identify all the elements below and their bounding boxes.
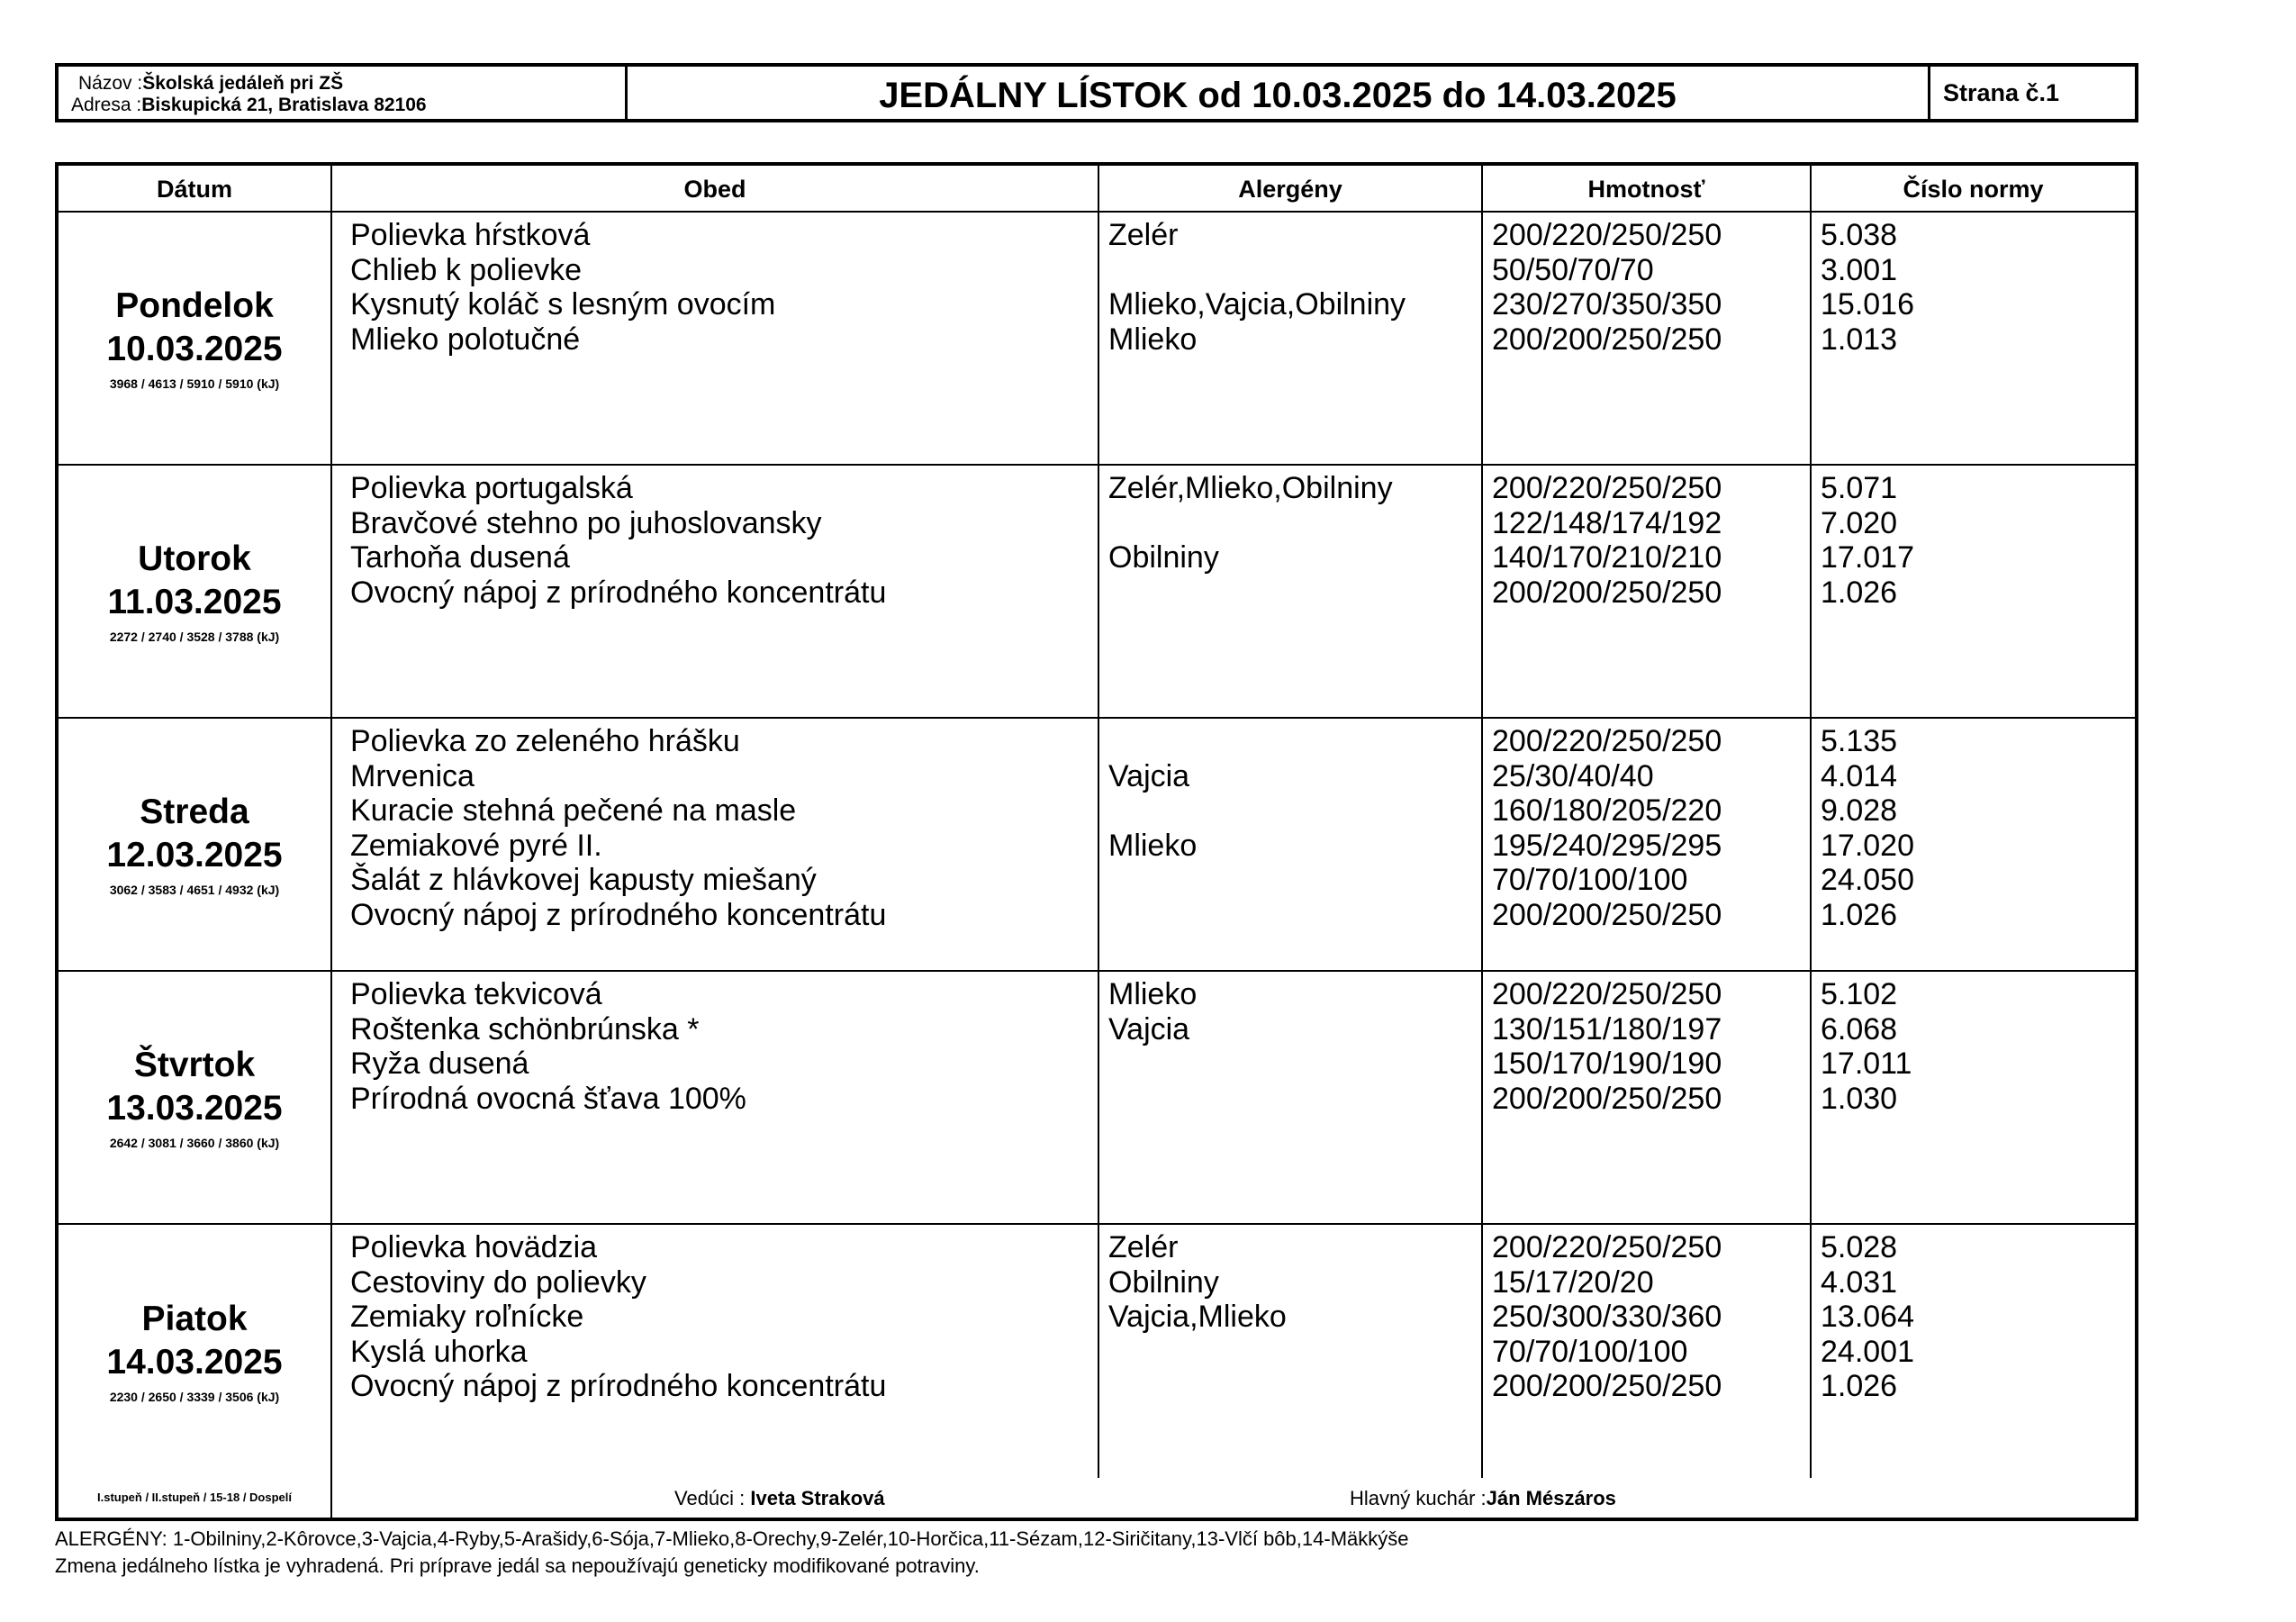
- day-energy: 2642 / 3081 / 3660 / 3860 (kJ): [109, 1135, 280, 1150]
- norm-item: 5.071: [1821, 471, 1898, 505]
- school-name: Školská jedáleň pri ZŠ: [142, 73, 344, 94]
- norm-item: 5.135: [1821, 724, 1898, 758]
- school-info: [59, 67, 628, 119]
- norm-item: 4.014: [1821, 758, 1898, 793]
- weight-item: 200/220/250/250: [1492, 977, 1722, 1011]
- meal-item: Ovocný nápoj z prírodného koncentrátu: [350, 575, 887, 610]
- day-date: 14.03.2025: [106, 1342, 283, 1382]
- day-name: Pondelok: [115, 285, 274, 325]
- allergen-item: Obilniny: [1108, 540, 1219, 575]
- norms-cell: [1812, 719, 2135, 970]
- meal-item: Cestoviny do polievky: [350, 1264, 646, 1300]
- chef-label: Hlavný kuchár :: [1350, 1487, 1487, 1509]
- weight-item: 160/180/205/220: [1492, 793, 1722, 828]
- menu-header: [55, 63, 2138, 122]
- meal-item: Zemiakové pyré II.: [350, 828, 602, 863]
- weight-item: 122/148/174/192: [1492, 505, 1722, 540]
- manager-signature: [674, 1487, 885, 1510]
- weights-cell: [1483, 972, 1812, 1223]
- norm-item: 24.050: [1821, 863, 1914, 897]
- weight-item: 250/300/330/360: [1492, 1300, 1722, 1334]
- column-header-norm: Číslo normy: [1903, 176, 2044, 203]
- school-name-label: Názov :: [78, 73, 143, 94]
- day-energy: 2230 / 2650 / 3339 / 3506 (kJ): [109, 1389, 280, 1404]
- day-energy: 3062 / 3583 / 4651 / 4932 (kJ): [109, 882, 280, 897]
- weight-item: 50/50/70/70: [1492, 252, 1654, 287]
- meal-item: Ovocný nápoj z prírodného koncentrátu: [350, 897, 887, 932]
- day-name: Štvrtok: [133, 1045, 256, 1084]
- meal-item: Roštenka schönbrúnska *: [350, 1011, 700, 1047]
- day-row: [59, 466, 2135, 719]
- meal-item: Ovocný nápoj z prírodného koncentrátu: [350, 1369, 887, 1403]
- school-address-label: Adresa :: [71, 95, 142, 115]
- allergen-item: [1108, 863, 1481, 898]
- day-row: [59, 213, 2135, 466]
- norm-item: 1.026: [1821, 1369, 1898, 1403]
- meal-item: Šalát z hlávkovej kapusty miešaný: [350, 863, 817, 897]
- meals-cell: [332, 719, 1099, 970]
- allergen-item: Vajcia,Mlieko: [1108, 1300, 1287, 1334]
- norm-item: 4.031: [1821, 1264, 1898, 1300]
- allergen-item: [1108, 1082, 1481, 1117]
- norm-item: 5.028: [1821, 1230, 1898, 1264]
- chef-signature: [1350, 1487, 1616, 1510]
- norm-item: 24.001: [1821, 1334, 1914, 1369]
- meal-item: Tarhoňa dusená: [350, 540, 570, 575]
- weight-item: 195/240/295/295: [1492, 828, 1722, 863]
- norm-item: 9.028: [1821, 793, 1898, 828]
- column-header-date: Dátum: [59, 166, 332, 211]
- allergens-cell: [1099, 1225, 1483, 1478]
- allergen-item: Zelér: [1108, 218, 1179, 252]
- day-row: [59, 972, 2135, 1225]
- day-date: 13.03.2025: [106, 1088, 283, 1128]
- meal-item: Mrvenica: [350, 758, 475, 793]
- menu-table: [55, 162, 2138, 1521]
- meals-cell: [332, 1225, 1099, 1478]
- day-date: 10.03.2025: [106, 329, 283, 368]
- allergen-item: [1108, 793, 1481, 829]
- weights-cell: [1483, 466, 1812, 717]
- weight-item: 200/220/250/250: [1492, 1230, 1722, 1264]
- norm-item: 13.064: [1821, 1300, 1914, 1334]
- table-footer-row: [59, 1478, 2135, 1518]
- weight-item: 150/170/190/190: [1492, 1047, 1722, 1081]
- manager-label: Vedúci :: [674, 1487, 746, 1509]
- allergen-item: Obilniny: [1108, 1264, 1219, 1300]
- allergens-cell: [1099, 213, 1483, 464]
- meal-item: Ryža dusená: [350, 1047, 529, 1081]
- day-cell: [59, 1225, 332, 1478]
- norm-item: 1.013: [1821, 322, 1898, 357]
- meals-cell: [332, 972, 1099, 1223]
- meals-cell: [332, 466, 1099, 717]
- meal-item: Polievka tekvicová: [350, 977, 602, 1011]
- meal-item: Prírodná ovocná šťava 100%: [350, 1081, 746, 1116]
- weight-item: 15/17/20/20: [1492, 1264, 1654, 1300]
- allergen-item: Vajcia: [1108, 1011, 1190, 1047]
- meal-item: Zemiaky roľnícke: [350, 1300, 584, 1334]
- day-date: 12.03.2025: [106, 835, 283, 874]
- allergen-item: Mlieko,Vajcia,Obilniny: [1108, 287, 1406, 322]
- weight-item: 200/200/250/250: [1492, 1369, 1722, 1403]
- allergens-cell: [1099, 719, 1483, 970]
- menu-title: JEDÁLNY LÍSTOK od 10.03.2025 do 14.03.2025: [628, 67, 1930, 119]
- meal-item: Chlieb k polievke: [350, 252, 583, 287]
- allergen-legend: ALERGÉNY: 1-Obilniny,2-Kôrovce,3-Vajcia,4-Ryby,5-Arašidy,6-Sója,7-Mlieko,8-Orechy,9-Zelér,10-Horčica,11-Sézam,12-Siričitany,13-Vlčí bôb,14-Mäkkýše: [55, 1527, 1409, 1550]
- weights-cell: [1483, 213, 1812, 464]
- norm-item: 17.011: [1821, 1047, 1912, 1081]
- norm-item: 1.026: [1821, 575, 1898, 610]
- day-cell: [59, 213, 332, 464]
- day-name: Piatok: [141, 1299, 248, 1338]
- column-header-allergens: Alergény: [1099, 166, 1483, 211]
- meal-item: Mlieko polotučné: [350, 322, 581, 357]
- norms-cell: [1812, 972, 2135, 1223]
- day-energy: 3968 / 4613 / 5910 / 5910 (kJ): [109, 376, 280, 391]
- norm-item: 15.016: [1821, 287, 1914, 322]
- allergen-item: Mlieko: [1108, 977, 1198, 1011]
- day-cell: [59, 466, 332, 717]
- weight-item: 140/170/210/210: [1492, 540, 1722, 575]
- weights-cell: [1483, 1225, 1812, 1478]
- allergen-item: [1108, 1047, 1481, 1082]
- allergen-item: [1108, 1335, 1481, 1370]
- meal-item: Kysnutý koláč s lesným ovocím: [350, 287, 776, 322]
- weight-item: 25/30/40/40: [1492, 758, 1654, 793]
- meal-item: Bravčové stehno po juhoslovansky: [350, 505, 822, 540]
- allergens-cell: [1099, 466, 1483, 717]
- page-number: Strana č.1: [1943, 79, 2060, 106]
- weight-item: 200/200/250/250: [1492, 1081, 1722, 1116]
- allergen-item: [1108, 724, 1481, 759]
- column-header-meal: Obed: [332, 166, 1099, 211]
- manager-name: Iveta Straková: [750, 1487, 885, 1509]
- day-row: [59, 1225, 2135, 1478]
- weight-item: 200/200/250/250: [1492, 322, 1722, 357]
- allergen-item: [1108, 898, 1481, 933]
- table-header-row: [59, 166, 2135, 213]
- notes: [55, 1526, 1409, 1580]
- meal-item: Kyslá uhorka: [350, 1334, 528, 1369]
- school-address: Biskupická 21, Bratislava 82106: [141, 95, 427, 115]
- norm-item: 3.001: [1821, 252, 1898, 287]
- weight-item: 70/70/100/100: [1492, 1334, 1688, 1369]
- weight-item: 200/200/250/250: [1492, 575, 1722, 610]
- chef-name: Ján Mészáros: [1486, 1487, 1616, 1509]
- meal-item: Kuracie stehná pečené na masle: [350, 793, 797, 828]
- meals-cell: [332, 213, 1099, 464]
- meal-item: Polievka hovädzia: [350, 1230, 598, 1264]
- weight-item: 70/70/100/100: [1492, 863, 1688, 897]
- norms-cell: [1812, 466, 2135, 717]
- school-name-line: [71, 74, 343, 94]
- norm-item: 5.038: [1821, 218, 1898, 252]
- allergen-item: Mlieko: [1108, 322, 1198, 357]
- norm-item: 1.026: [1821, 897, 1898, 932]
- day-row: [59, 719, 2135, 972]
- day-cell: [59, 719, 332, 970]
- weight-item: 200/220/250/250: [1492, 724, 1722, 758]
- norm-item: 1.030: [1821, 1081, 1898, 1116]
- weight-item: 200/220/250/250: [1492, 471, 1722, 505]
- allergens-cell: [1099, 972, 1483, 1223]
- norm-item: 17.020: [1821, 828, 1914, 863]
- weight-item: 200/200/250/250: [1492, 897, 1722, 932]
- weight-item: 200/220/250/250: [1492, 218, 1722, 252]
- signatures: [332, 1478, 2135, 1518]
- allergen-item: [1108, 506, 1481, 541]
- column-header-weight: Hmotnosť: [1483, 166, 1812, 211]
- allergen-item: Vajcia: [1108, 758, 1190, 793]
- weight-item: 130/151/180/197: [1492, 1011, 1722, 1047]
- norm-item: 5.102: [1821, 977, 1898, 1011]
- school-address-line: [71, 95, 427, 115]
- meal-item: Polievka zo zeleného hrášku: [350, 724, 740, 758]
- meal-item: Polievka hŕstková: [350, 218, 591, 252]
- allergen-item: Mlieko: [1108, 828, 1198, 863]
- weight-item: 230/270/350/350: [1492, 287, 1722, 322]
- allergen-item: Zelér,Mlieko,Obilniny: [1108, 471, 1393, 505]
- disclaimer: Zmena jedálneho lístka je vyhradená. Pri príprave jedál sa nepoužívajú geneticky modifikované potraviny.: [55, 1554, 980, 1577]
- portion-groups: I.stupeň / II.stupeň / 15-18 / Dospelí: [59, 1478, 332, 1518]
- day-cell: [59, 972, 332, 1223]
- meal-item: Polievka portugalská: [350, 471, 633, 505]
- allergen-item: [1108, 575, 1481, 611]
- norm-item: 6.068: [1821, 1011, 1898, 1047]
- norm-item: 17.017: [1821, 540, 1914, 575]
- norm-item: 7.020: [1821, 505, 1898, 540]
- norms-cell: [1812, 1225, 2135, 1478]
- day-name: Streda: [140, 792, 249, 831]
- day-energy: 2272 / 2740 / 3528 / 3788 (kJ): [109, 629, 280, 644]
- allergen-item: [1108, 1369, 1481, 1404]
- allergen-item: Zelér: [1108, 1230, 1179, 1264]
- norms-cell: [1812, 213, 2135, 464]
- weights-cell: [1483, 719, 1812, 970]
- day-name: Utorok: [138, 539, 251, 578]
- day-date: 11.03.2025: [107, 582, 282, 621]
- allergen-item: [1108, 253, 1481, 288]
